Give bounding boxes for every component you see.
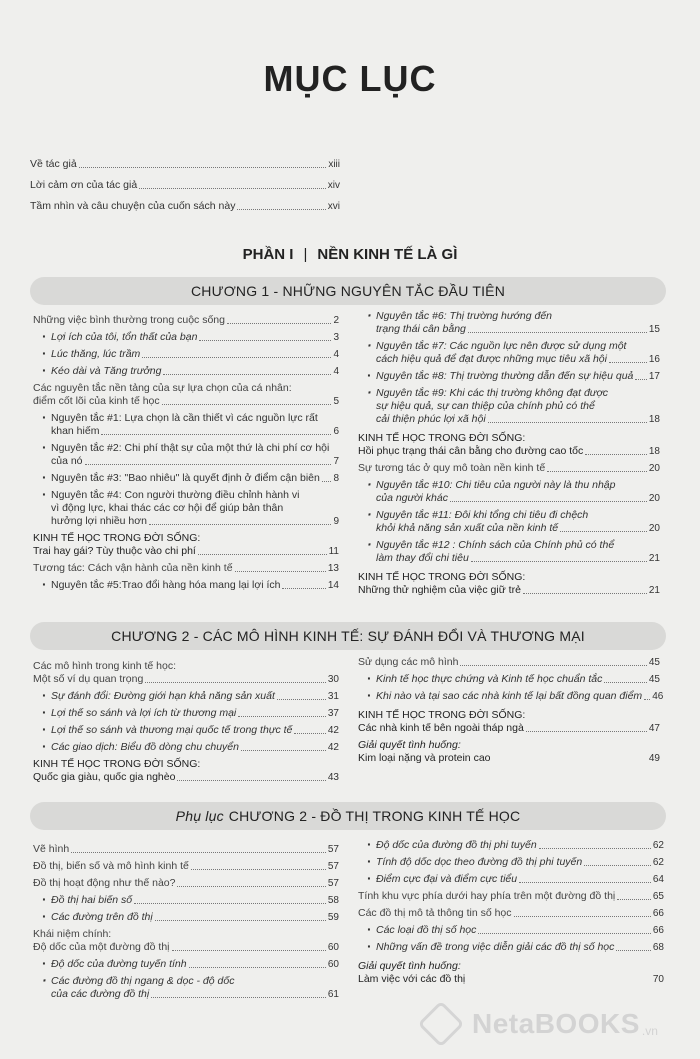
entry-text: Đồ thị hoạt động như thế nào? — [33, 877, 176, 889]
entry-text-cont: của nó — [51, 455, 83, 467]
page-number: 37 — [327, 708, 339, 719]
entry-text: Kim loại nặng và protein cao — [358, 752, 491, 764]
toc-entry-case[interactable] — [358, 739, 660, 765]
part-title: NỀN KINH TẾ LÀ GÌ — [317, 246, 458, 263]
toc-entry[interactable] — [33, 911, 339, 924]
entry-text: · Nguyên tắc #5:Trao đổi hàng hóa mang lại lợi ích — [51, 579, 281, 591]
entry-text-cont: cách hiệu quả để đạt được những mục tiêu xã hội — [376, 353, 607, 365]
entry-text: · Kinh tế học thực chứng và Kinh tế học chuẩn tắc — [376, 673, 603, 685]
toc-entry-life[interactable] — [33, 532, 339, 558]
toc-entry[interactable] — [358, 690, 664, 703]
toc-entry[interactable] — [33, 894, 339, 907]
page-number: 57 — [327, 861, 339, 872]
entry-text: Làm việc với các đồ thị — [358, 973, 466, 985]
page-number: 9 — [333, 516, 339, 527]
page-number: 5 — [333, 396, 339, 407]
entry-text: · Nguyên tắc #2: Chi phí thật sự của một thứ là chi phí cơ hội — [51, 442, 339, 455]
page-number: 20 — [648, 523, 660, 534]
entry-text-cont: điểm cốt lõi của kinh tế học — [33, 395, 160, 407]
appendix-prefix: Phụ lục — [175, 808, 224, 824]
toc-entry[interactable] — [33, 724, 339, 737]
toc-entry[interactable] — [30, 150, 340, 171]
entry-text-cont: Độ dốc của một đường đồ thị — [33, 941, 170, 953]
toc-entry[interactable] — [358, 924, 664, 937]
part-number: PHẦN I — [242, 246, 294, 263]
toc-entry-life[interactable] — [358, 571, 660, 597]
watermark-suffix: .vn — [641, 1024, 658, 1038]
toc-entry[interactable] — [33, 843, 339, 856]
entry-text: Lời cảm ơn của tác giả — [30, 179, 138, 191]
toc-entry[interactable] — [33, 442, 339, 468]
toc-entry[interactable] — [358, 656, 660, 669]
entry-text: Tính khu vực phía dưới hay phía trên một đường đồ thị — [358, 890, 616, 902]
entry-text: · Nguyên tắc #6: Thị trường hướng đến — [376, 310, 660, 323]
toc-entry[interactable] — [33, 741, 339, 754]
toc-entry-case[interactable] — [358, 960, 664, 986]
toc-entry[interactable] — [33, 958, 339, 971]
page-number: 21 — [648, 585, 660, 596]
toc-entry[interactable] — [358, 890, 664, 903]
chapter-title: CHƯƠNG 2 - ĐỒ THỊ TRONG KINH TẾ HỌC — [228, 808, 521, 824]
chapter-2-right-column — [358, 656, 664, 769]
toc-entry-life[interactable] — [33, 758, 339, 784]
toc-entry[interactable] — [358, 873, 664, 886]
page-number: 70 — [652, 974, 664, 985]
page-number: 11 — [328, 546, 339, 557]
toc-entry[interactable] — [30, 171, 340, 192]
toc-entry[interactable] — [33, 562, 339, 575]
entry-text: Hồi phục trạng thái cân bằng cho đường cao tốc — [358, 445, 584, 457]
toc-entry[interactable] — [358, 370, 660, 383]
entry-text: Trai hay gái? Tùy thuộc vào chi phí — [33, 545, 196, 557]
appendix-heading[interactable] — [30, 802, 666, 830]
entry-text: · Điểm cực đại và điểm cực tiểu — [376, 873, 518, 885]
page-number: 62 — [652, 857, 664, 868]
page-number: 14 — [327, 580, 339, 591]
toc-entry[interactable] — [358, 673, 660, 686]
page-title: MỤC LỤC — [263, 58, 437, 99]
page-number: 61 — [327, 989, 339, 1000]
life-label: KINH TẾ HỌC TRONG ĐỜI SỐNG: — [358, 571, 526, 583]
entry-text: Những thử nghiệm của việc giữ trẻ — [358, 584, 521, 596]
page-number: 30 — [327, 674, 339, 685]
toc-entry[interactable] — [33, 365, 339, 378]
entry-text: · Lợi thế so sánh và lợi ích từ thương mại — [51, 707, 237, 719]
toc-entry[interactable] — [358, 462, 660, 475]
page-number: 49 — [648, 753, 660, 764]
page-number: xiii — [328, 159, 340, 170]
chapter-1-heading[interactable] — [30, 277, 666, 305]
case-label: Giải quyết tình huống: — [358, 739, 461, 751]
page-number: 18 — [648, 446, 660, 457]
entry-text: · Các loại đồ thị số học — [376, 924, 477, 936]
entry-text: · Nguyên tắc #9: Khi các thị trường không đạt được — [376, 387, 660, 400]
entry-text-cont: khan hiếm — [51, 425, 100, 437]
page-number: 68 — [652, 942, 664, 953]
page-number: 20 — [648, 493, 660, 504]
entry-text: · Sự đánh đổi: Đường giới hạn khả năng sản xuất — [51, 690, 275, 702]
page-number: 64 — [652, 874, 664, 885]
entry-text-cont: của người khác — [376, 492, 448, 504]
toc-entry[interactable] — [33, 331, 339, 344]
page-number: 59 — [327, 912, 339, 923]
chapter-title: CHƯƠNG 2 - CÁC MÔ HÌNH KINH TẾ: SỰ ĐÁNH ĐỔI VÀ THƯƠNG MẠI — [111, 628, 585, 644]
page-number: 16 — [648, 354, 660, 365]
chapter-2-left-column — [33, 660, 339, 788]
page-number: 4 — [333, 349, 339, 360]
page-number: 3 — [333, 332, 339, 343]
entry-text: · Độ dốc của đường tuyến tính — [51, 958, 187, 970]
appendix-right-column — [358, 839, 664, 990]
page-number: 6 — [333, 426, 339, 437]
entry-text: · Các đường đồ thị ngang & dọc - độ dốc — [51, 975, 339, 988]
page-number: 43 — [327, 772, 339, 783]
page-number: 42 — [327, 742, 339, 753]
page-number: 4 — [333, 366, 339, 377]
entry-text: Tầm nhìn và câu chuyện của cuốn sách này — [30, 200, 236, 212]
toc-entry-life[interactable] — [358, 709, 660, 735]
entry-text: · Nguyên tắc #11: Đôi khi tổng chi tiêu đi chệch — [376, 509, 660, 522]
entry-text-cont: vì động lực, khai thác các cơ hội để giúp bản thân — [51, 502, 284, 514]
life-label: KINH TẾ HỌC TRONG ĐỜI SỐNG: — [358, 709, 526, 721]
chapter-1-left-column — [33, 314, 339, 596]
entry-text-cont: Một số ví dụ quan trọng — [33, 673, 144, 685]
page-number: xvi — [327, 201, 340, 212]
chapter-1-right-column — [358, 310, 660, 601]
entry-text: Tương tác: Cách vận hành của nền kinh tế — [33, 562, 233, 574]
page-number: 42 — [327, 725, 339, 736]
toc-entry[interactable] — [33, 489, 339, 528]
toc-entry[interactable] — [33, 579, 339, 592]
entry-text: · Nguyên tắc #8: Thị trường thường dẫn đến sự hiệu quả — [376, 370, 634, 382]
entry-text: Sử dụng các mô hình — [358, 656, 459, 668]
page-number: 20 — [648, 463, 660, 474]
page-number: xiv — [327, 180, 340, 191]
entry-text: Sự tương tác ở quy mô toàn nền kinh tế — [358, 462, 546, 474]
page-number: 45 — [648, 657, 660, 668]
page-number: 17 — [648, 371, 660, 382]
part-separator: | — [303, 246, 308, 263]
entry-text: · Nguyên tắc #1: Lựa chọn là cần thiết vì các nguồn lực rất — [51, 412, 339, 425]
entry-text: · Lợi thế so sánh và thương mại quốc tế trong thực tế — [51, 724, 293, 736]
page-number: 60 — [327, 959, 339, 970]
entry-text-cont: của các đường đồ thị — [51, 988, 150, 1000]
page-number: 7 — [333, 456, 339, 467]
entry-text: · Lúc thăng, lúc trầm — [51, 348, 141, 360]
toc-entry-life[interactable] — [358, 432, 660, 458]
entry-text: Khái niệm chính: — [33, 928, 112, 940]
entry-text: Đồ thị, biến số và mô hình kinh tế — [33, 860, 189, 872]
case-label: Giải quyết tình huống: — [358, 960, 461, 972]
page-number: 57 — [327, 878, 339, 889]
toc-entry[interactable] — [358, 539, 660, 565]
page-number: 66 — [652, 908, 664, 919]
toc-entry[interactable] — [358, 310, 660, 336]
entry-text: Các mô hình trong kinh tế học: — [33, 660, 176, 672]
entry-text: · Độ dốc của đường đồ thị phi tuyến — [376, 839, 537, 851]
watermark — [418, 998, 688, 1050]
netabooks-logo-icon — [418, 1001, 465, 1048]
entry-text: Các nguyên tắc nền tảng của sự lựa chọn của cá nhân: — [33, 382, 292, 394]
entry-text: · Nguyên tắc #10: Chi tiêu của người này là thu nhập — [376, 479, 660, 492]
page-number: 47 — [648, 723, 660, 734]
page-number: 45 — [648, 674, 660, 685]
watermark-brand: NetaBOOKS — [472, 1008, 640, 1039]
entry-text: · Khi nào và tại sao các nhà kinh tế lại bất đồng quan điểm — [376, 690, 643, 702]
entry-text: · Nguyên tắc #4: Con người thường điều chỉnh hành vi — [51, 489, 339, 502]
toc-entry[interactable] — [30, 192, 340, 213]
page-number: 13 — [327, 563, 339, 574]
page-number: 65 — [652, 891, 664, 902]
life-label: KINH TẾ HỌC TRONG ĐỜI SỐNG: — [33, 758, 201, 770]
entry-text: Về tác giả — [30, 158, 77, 170]
entry-text-cont: khỏi khả năng sản xuất của nền kinh tế — [376, 522, 559, 534]
front-matter — [30, 150, 340, 213]
entry-text: · Nguyên tắc #3: "Bao nhiêu" là quyết định ở điểm cận biên — [51, 472, 320, 484]
toc-entry[interactable] — [358, 856, 664, 869]
part-heading — [0, 246, 700, 263]
chapter-title: CHƯƠNG 1 - NHỮNG NGUYÊN TẮC ĐẦU TIÊN — [190, 283, 506, 299]
toc-entry[interactable] — [358, 509, 660, 535]
toc-entry[interactable] — [358, 907, 664, 920]
appendix-left-column — [33, 843, 339, 1005]
toc-entry[interactable] — [33, 472, 339, 485]
entry-text: Các đồ thị mô tả thông tin số học — [358, 907, 512, 919]
entry-text: · Các giao dịch: Biểu đồ dòng chu chuyển — [51, 741, 239, 753]
page-number: 62 — [652, 840, 664, 851]
life-label: KINH TẾ HỌC TRONG ĐỜI SỐNG: — [33, 532, 201, 544]
life-label: KINH TẾ HỌC TRONG ĐỜI SỐNG: — [358, 432, 526, 444]
toc-entry[interactable] — [358, 941, 664, 954]
chapter-2-heading[interactable] — [30, 622, 666, 650]
toc-entry[interactable] — [358, 479, 660, 505]
toc-entry[interactable] — [358, 839, 664, 852]
toc-entry[interactable] — [33, 860, 339, 873]
entry-text-cont: làm thay đổi chi tiêu — [376, 552, 469, 564]
toc-entry[interactable] — [33, 382, 339, 408]
toc-entry[interactable] — [358, 340, 660, 366]
page-number: 21 — [648, 553, 660, 564]
entry-text: · Tính độ dốc dọc theo đường đồ thị phi tuyến — [376, 856, 583, 868]
page-number: 31 — [327, 691, 339, 702]
page-number: 2 — [333, 315, 339, 326]
entry-text: Quốc gia giàu, quốc gia nghèo — [33, 771, 176, 783]
toc-entry[interactable] — [33, 348, 339, 361]
page-number: 15 — [648, 324, 660, 335]
entry-text: Vẽ hình — [33, 843, 70, 855]
entry-text: · Nguyên tắc #7: Các nguồn lực nên được sử dụng một — [376, 340, 660, 353]
entry-text: · Lợi ích của tôi, tổn thất của bạn — [51, 331, 198, 343]
toc-entry[interactable] — [33, 707, 339, 720]
entry-text: Các nhà kinh tế bên ngoài tháp ngà — [358, 722, 524, 734]
entry-text-cont: hưởng lợi nhiều hơn — [51, 515, 147, 527]
toc-entry[interactable] — [33, 975, 339, 1001]
toc-entry[interactable] — [358, 387, 660, 426]
page-number: 18 — [648, 414, 660, 425]
page-number: 8 — [333, 473, 339, 484]
entry-text-cont: trạng thái cân bằng — [376, 323, 466, 335]
page-number: 58 — [327, 895, 339, 906]
page-number: 66 — [652, 925, 664, 936]
toc-entry[interactable] — [33, 690, 339, 703]
toc-entry[interactable] — [33, 412, 339, 438]
page-number: 60 — [327, 942, 339, 953]
toc-entry[interactable] — [33, 660, 339, 686]
toc-entry[interactable] — [33, 877, 339, 890]
entry-text: · Nguyên tắc #12 : Chính sách của Chính phủ có thể — [376, 539, 660, 552]
entry-text: · Những vấn đề trong việc diễn giải các đồ thị số học — [376, 941, 615, 953]
entry-text: · Kéo dài và Tăng trưởng — [51, 365, 162, 377]
page-number: 57 — [327, 844, 339, 855]
page-number: 46 — [652, 691, 664, 702]
entry-text: · Các đường trên đồ thị — [51, 911, 153, 923]
entry-text: Những việc bình thường trong cuộc sống — [33, 314, 225, 326]
entry-text-cont: sự hiệu quả, sự can thiệp của chính phủ có thể — [376, 400, 595, 412]
toc-entry[interactable] — [33, 928, 339, 954]
entry-text-cont: cải thiện phúc lợi xã hội — [376, 413, 486, 425]
toc-entry[interactable] — [33, 314, 339, 327]
entry-text: · Đồ thị hai biến số — [51, 894, 133, 906]
